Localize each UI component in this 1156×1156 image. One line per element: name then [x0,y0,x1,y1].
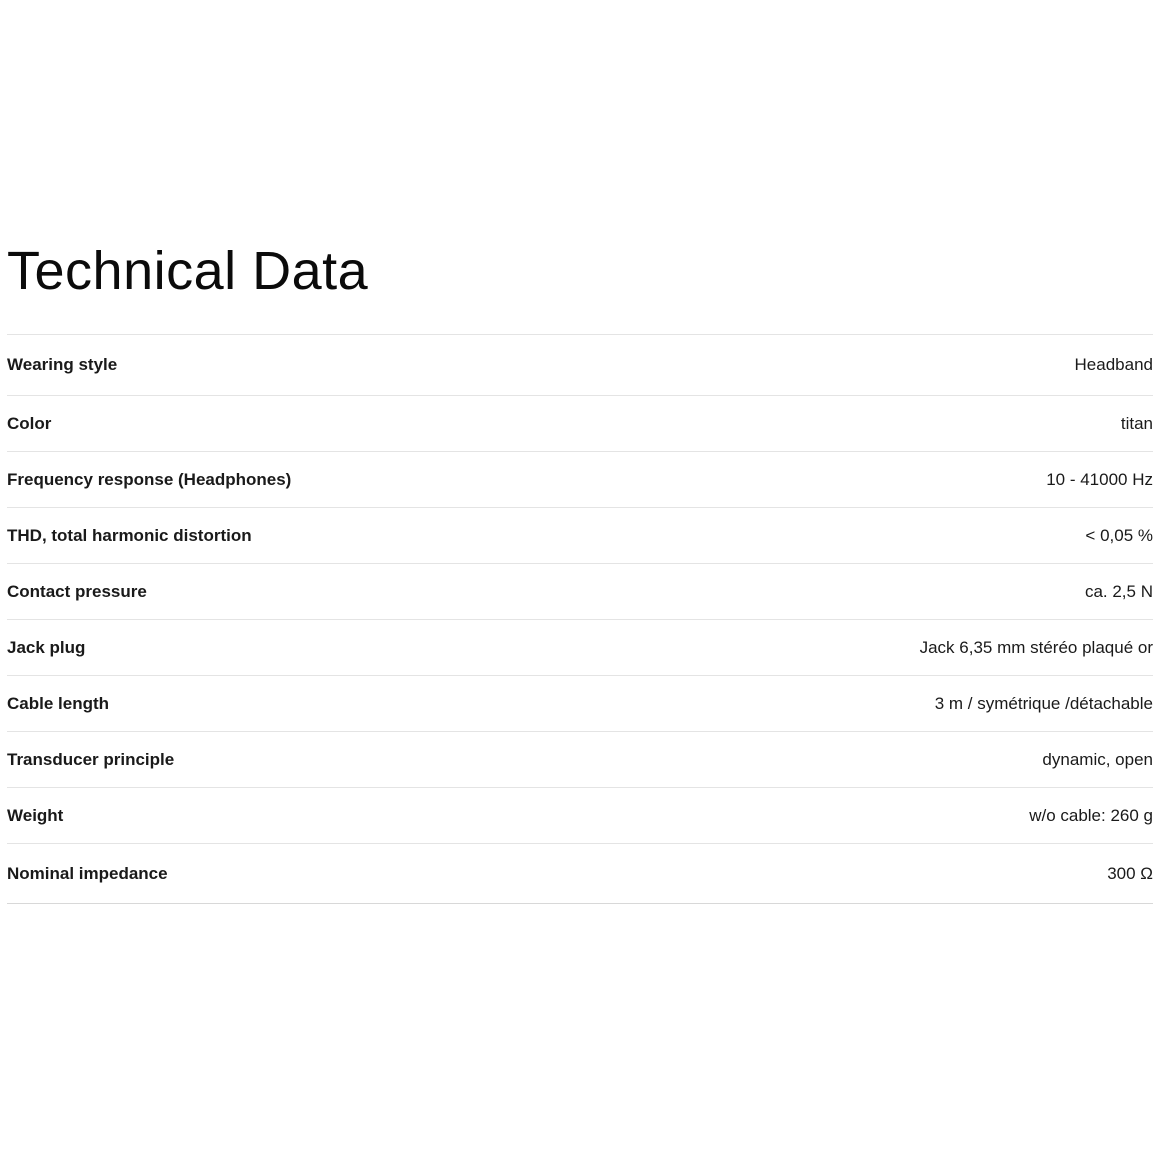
spec-row-frequency-response [7,452,1153,508]
spec-value: 300 Ω [1107,863,1153,883]
spec-label: Wearing style [7,355,118,374]
spec-row-wearing-style [7,335,1153,396]
spec-value: titan [1120,413,1153,433]
spec-row-color [7,396,1153,452]
spec-table [7,334,1153,904]
spec-value: w/o cable: 260 g [1029,805,1153,825]
spec-label: Nominal impedance [7,863,168,883]
spec-value: 10 - 41000 Hz [1046,469,1153,489]
spec-label: Color [7,413,52,433]
spec-value: < 0,05 % [1085,525,1153,545]
spec-value: Jack 6,35 mm stéréo plaqué or [919,637,1153,657]
spec-row-thd [7,508,1153,564]
spec-label: Contact pressure [7,581,147,601]
spec-value: 3 m / symétrique /détachable [934,693,1153,713]
spec-label: Weight [7,805,64,825]
spec-row-cable-length [7,676,1153,732]
spec-row-nominal-impedance [7,844,1153,904]
spec-value: Headband [1074,355,1153,374]
spec-value: dynamic, open [1042,749,1153,769]
spec-row-jack-plug [7,620,1153,676]
spec-label: Transducer principle [7,749,175,769]
spec-row-weight [7,788,1153,844]
spec-row-contact-pressure [7,564,1153,620]
spec-label: Jack plug [7,637,86,657]
spec-value: ca. 2,5 N [1084,581,1153,601]
spec-label: Frequency response (Headphones) [7,469,292,489]
spec-row-transducer-principle [7,732,1153,788]
page-title: Technical Data [7,241,369,301]
spec-label: Cable length [7,693,110,713]
spec-label: THD, total harmonic distortion [7,525,252,545]
